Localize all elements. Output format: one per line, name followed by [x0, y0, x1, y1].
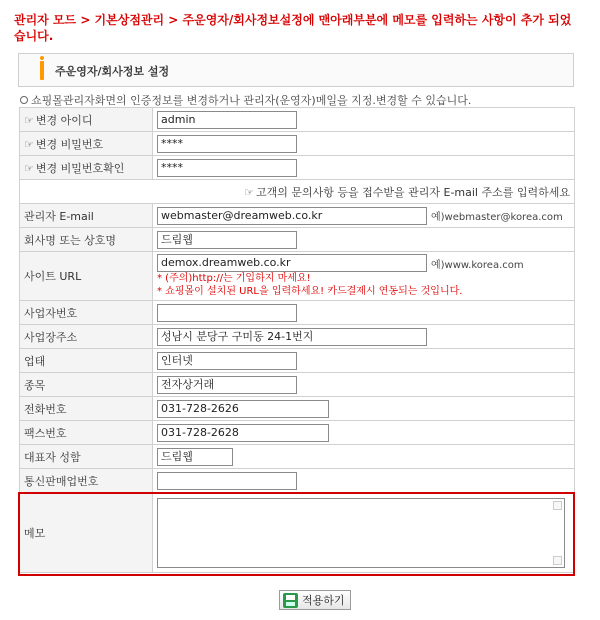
admin-email-hint: 예)webmaster@korea.com: [431, 212, 563, 223]
scroll-up-icon[interactable]: [553, 501, 562, 510]
notice-label: 쇼핑몰관리자화면의 인증정보를 변경하거나 관리자(운영자)메일을 지정.변경할 수 있습니다.: [31, 94, 472, 107]
site-url-hint: 예)www.korea.com: [431, 259, 524, 271]
phone-input[interactable]: 031-728-2626: [157, 400, 329, 418]
section-title: 주운영자/회사정보 설정: [55, 65, 170, 78]
label-fax: 팩스번호: [20, 421, 153, 445]
section-header: [18, 53, 574, 87]
fax-input[interactable]: 031-728-2628: [157, 424, 329, 442]
ecommerce-number-input[interactable]: [157, 472, 297, 490]
row-company-name: [20, 228, 575, 252]
memo-textarea[interactable]: [157, 498, 565, 568]
biz-address-input[interactable]: 성남시 분당구 구미동 24-1번지: [157, 328, 427, 346]
row-change-pw: [20, 132, 575, 156]
row-biz-type: [20, 349, 575, 373]
row-memo: [20, 493, 575, 573]
change-id-input[interactable]: admin: [157, 111, 297, 129]
label-admin-email: 관리자 E-mail: [20, 204, 153, 228]
finger-icon: ☞: [24, 137, 34, 151]
biz-type-input[interactable]: 인터넷: [157, 352, 297, 370]
label-memo: 메모: [20, 493, 153, 573]
site-url-input[interactable]: demox.dreamweb.co.kr: [157, 254, 427, 272]
row-fax: [20, 421, 575, 445]
apply-button-label: 적용하기: [302, 594, 345, 607]
ceo-name-input[interactable]: 드림웹: [157, 448, 233, 466]
label-biz-number: 사업자번호: [20, 301, 153, 325]
label-biz-item: 종목: [20, 373, 153, 397]
site-url-warning-2: * 쇼핑몰이 설치된 URL을 입력하세요! 카드결제시 연동되는 것입니다.: [157, 286, 463, 297]
scroll-down-icon[interactable]: [553, 556, 562, 565]
label-change-id: 변경 아이디: [35, 113, 93, 127]
label-change-pw-confirm: 변경 비밀번호확인: [35, 161, 125, 175]
circle-bullet-icon: [20, 96, 28, 104]
row-email-notice: [20, 180, 575, 204]
settings-form: [19, 107, 575, 573]
label-site-url: 사이트 URL: [20, 252, 153, 301]
row-change-pw-confirm: [20, 156, 575, 180]
label-biz-type: 업태: [20, 349, 153, 373]
label-company-name: 회사명 또는 상호명: [20, 228, 153, 252]
row-site-url: [20, 252, 575, 301]
row-change-id: [20, 108, 575, 132]
page-title: 관리자 모드 > 기본상점관리 > 주운영자/회사정보설정에 맨아래부분에 메모를 입력하는 사항이 추가 되었습니다.: [14, 13, 572, 43]
label-phone: 전화번호: [20, 397, 153, 421]
notice-text: [20, 92, 471, 108]
biz-item-input[interactable]: 전자상거래: [157, 376, 297, 394]
label-ceo-name: 대표자 성함: [20, 445, 153, 469]
row-admin-email: [20, 204, 575, 228]
admin-email-input[interactable]: webmaster@dreamweb.co.kr: [157, 207, 427, 225]
finger-icon: ☞: [24, 113, 34, 127]
label-biz-address: 사업장주소: [20, 325, 153, 349]
label-change-pw: 변경 비밀번호: [35, 137, 104, 151]
finger-icon: ☞: [244, 185, 254, 199]
apply-button[interactable]: [279, 590, 351, 610]
label-ecommerce-number: 통신판매업번호: [20, 469, 153, 493]
change-pw-confirm-input[interactable]: ****: [157, 159, 297, 177]
save-icon: [283, 593, 298, 608]
change-pw-input[interactable]: ****: [157, 135, 297, 153]
row-ecommerce-number: [20, 469, 575, 493]
section-bar-icon: [40, 61, 44, 80]
biz-number-input[interactable]: [157, 304, 297, 322]
row-biz-address: [20, 325, 575, 349]
row-phone: [20, 397, 575, 421]
row-ceo-name: [20, 445, 575, 469]
company-name-input[interactable]: 드림웹: [157, 231, 297, 249]
row-biz-item: [20, 373, 575, 397]
site-url-warning-1: * (주의)http://는 기입하지 마세요!: [157, 273, 311, 284]
email-notice-text: 고객의 문의사항 등을 접수받을 관리자 E-mail 주소를 입력하세요: [256, 185, 570, 199]
finger-icon: ☞: [24, 161, 34, 175]
row-biz-number: [20, 301, 575, 325]
